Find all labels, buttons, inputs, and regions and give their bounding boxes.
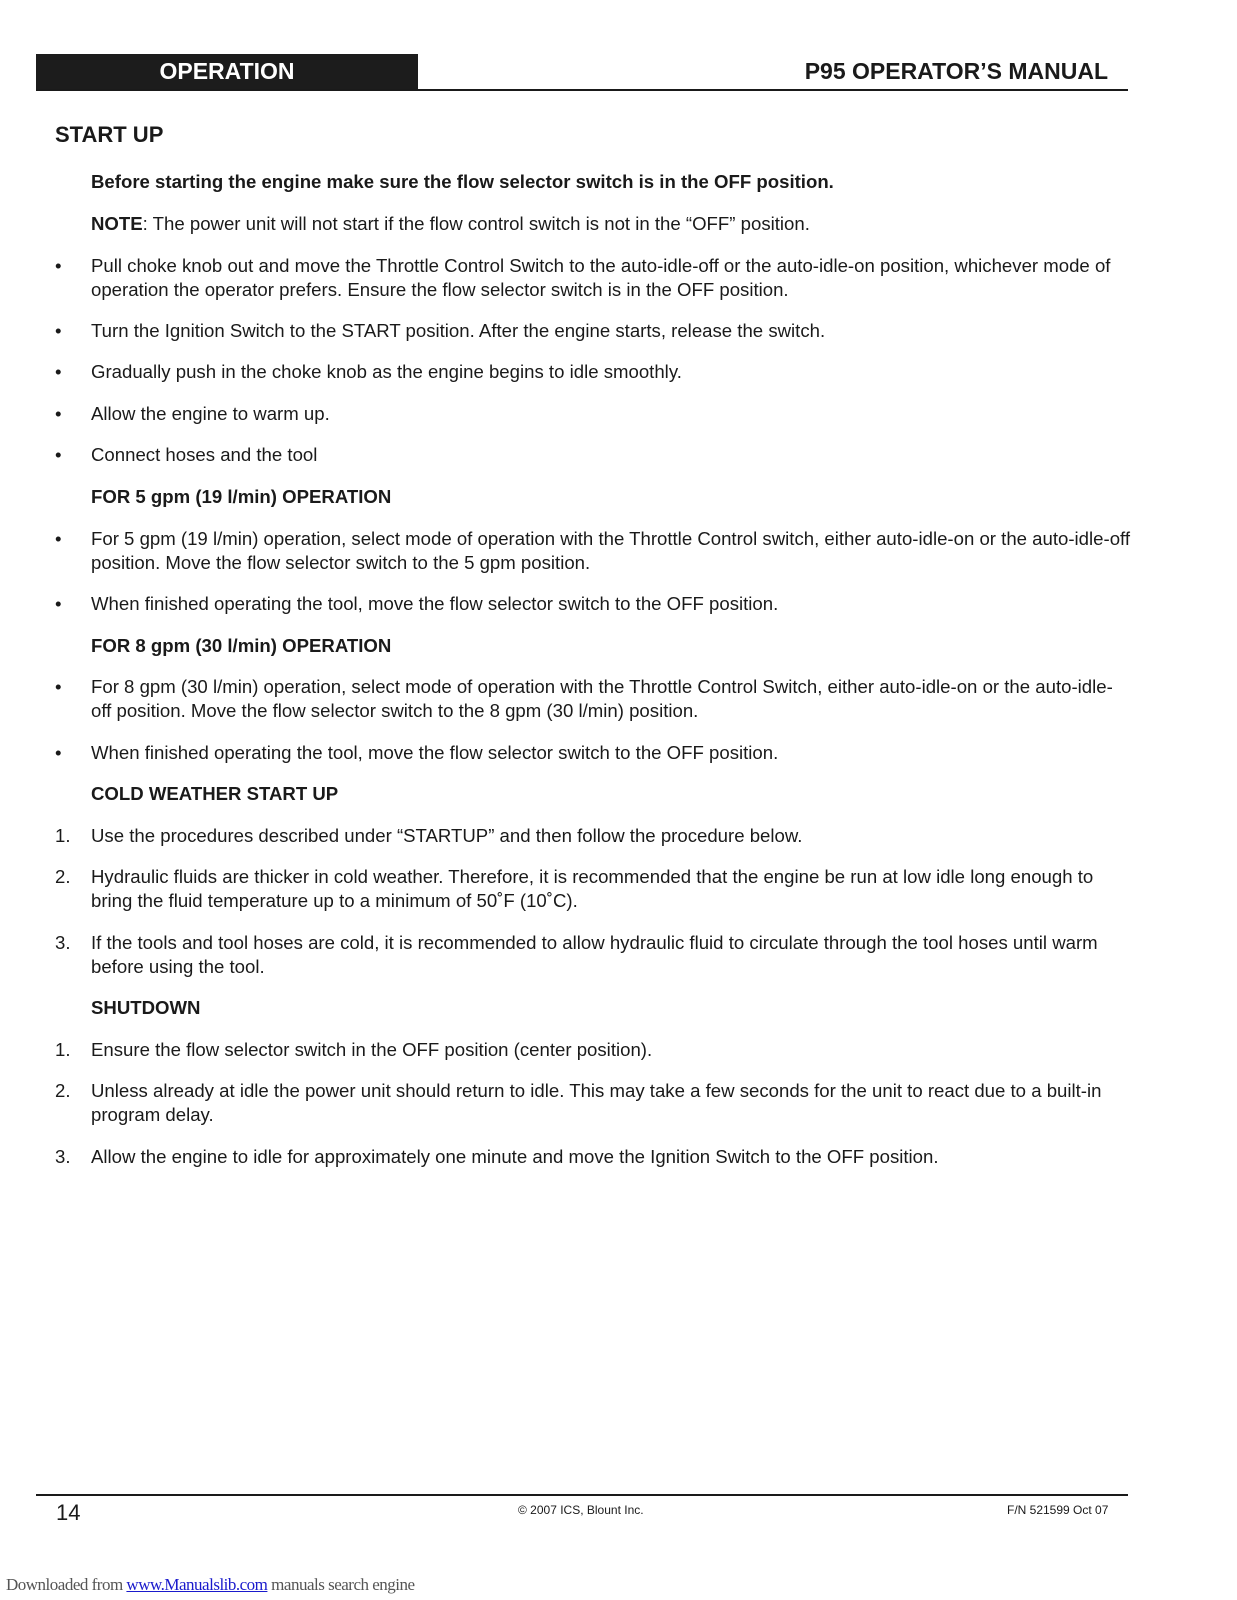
list-item-text: When finished operating the tool, move the flow selector switch to the OFF position. — [91, 742, 779, 763]
list-item-text: Pull choke knob out and move the Throttle Control Switch to the auto-idle-off or the auto-idle-on position, whichever mode of operation the operator prefers. Ensure the flow selector switch is in the OFF position. — [91, 255, 1111, 300]
bullet-marker: • — [55, 528, 62, 549]
list-item-text: Allow the engine to idle for approximately one minute and move the Ignition Switch to the OFF position. — [91, 1146, 939, 1167]
list-item-text: Unless already at idle the power unit should return to idle. This may take a few seconds for the unit to react due to a built-in program delay. — [91, 1080, 1102, 1125]
section-tab: OPERATION — [36, 54, 418, 89]
gpm8-heading: FOR 8 gpm (30 l/min) OPERATION — [91, 635, 392, 656]
shutdown-heading: SHUTDOWN — [91, 997, 201, 1018]
download-credit — [6, 1575, 415, 1595]
start-up-heading: START UP — [55, 122, 164, 147]
list-item-text: For 5 gpm (19 l/min) operation, select mode of operation with the Throttle Control switch, either auto-idle-on or the auto-idle-off position. Move the flow selector switch to the 5 gpm position. — [91, 528, 1131, 573]
list-item-text: Allow the engine to warm up. — [91, 403, 330, 424]
step-number: 2. — [55, 1080, 71, 1101]
list-item-text: For 8 gpm (30 l/min) operation, select mode of operation with the Throttle Control Switch, either auto-idle-on or the auto-idle-off position. Move the flow selector switch to the 8 gpm (30 l/min) position. — [91, 676, 1113, 721]
copyright-notice: © 2007 ICS, Blount Inc. — [518, 1503, 644, 1517]
download-prefix: Downloaded from — [6, 1575, 127, 1594]
list-item-text: When finished operating the tool, move the flow selector switch to the OFF position. — [91, 593, 779, 614]
bullet-marker: • — [55, 742, 62, 763]
manualslib-link[interactable]: www.Manualslib.com — [126, 1575, 268, 1594]
start-note — [91, 212, 1131, 236]
bullet-marker: • — [55, 593, 62, 614]
bullet-marker: • — [55, 403, 62, 424]
list-item-text: Connect hoses and the tool — [91, 444, 318, 465]
list-item-text: Gradually push in the choke knob as the engine begins to idle smoothly. — [91, 361, 682, 382]
download-suffix: manuals search engine — [267, 1575, 415, 1594]
step-number: 3. — [55, 1146, 71, 1167]
gpm5-heading: FOR 5 gpm (19 l/min) OPERATION — [91, 486, 392, 507]
list-item-text: Turn the Ignition Switch to the START position. After the engine starts, release the switch. — [91, 320, 826, 341]
step-number: 3. — [55, 932, 71, 953]
manual-title: P95 OPERATOR’S MANUAL — [804, 58, 1108, 84]
step-number: 2. — [55, 866, 71, 887]
footer-divider — [36, 1494, 1128, 1496]
step-number: 1. — [55, 825, 71, 846]
bullet-marker: • — [55, 320, 62, 341]
start-warning: Before starting the engine make sure the flow selector switch is in the OFF position. — [91, 171, 834, 192]
cold-weather-heading: COLD WEATHER START UP — [91, 783, 339, 804]
list-item-text: Ensure the flow selector switch in the OFF position (center position). — [91, 1039, 653, 1060]
note-text: : The power unit will not start if the flow control switch is not in the “OFF” position. — [142, 213, 810, 234]
page-header — [36, 54, 1128, 91]
bullet-marker: • — [55, 361, 62, 382]
list-item-text: Hydraulic fluids are thicker in cold weather. Therefore, it is recommended that the engine be run at low idle long enough to bring the fluid temperature up to a minimum of 50˚F (10˚C). — [91, 866, 1094, 911]
list-item-text: If the tools and tool hoses are cold, it is recommended to allow hydraulic fluid to circulate through the tool hoses until warm before using the tool. — [91, 932, 1098, 977]
page-number: 14 — [56, 1500, 81, 1525]
part-number: F/N 521599 Oct 07 — [1007, 1503, 1109, 1517]
bullet-marker: • — [55, 255, 62, 276]
step-number: 1. — [55, 1039, 71, 1060]
bullet-marker: • — [55, 444, 62, 465]
note-label: NOTE — [91, 213, 143, 234]
list-item-text: Use the procedures described under “STARTUP” and then follow the procedure below. — [91, 825, 803, 846]
bullet-marker: • — [55, 676, 62, 697]
